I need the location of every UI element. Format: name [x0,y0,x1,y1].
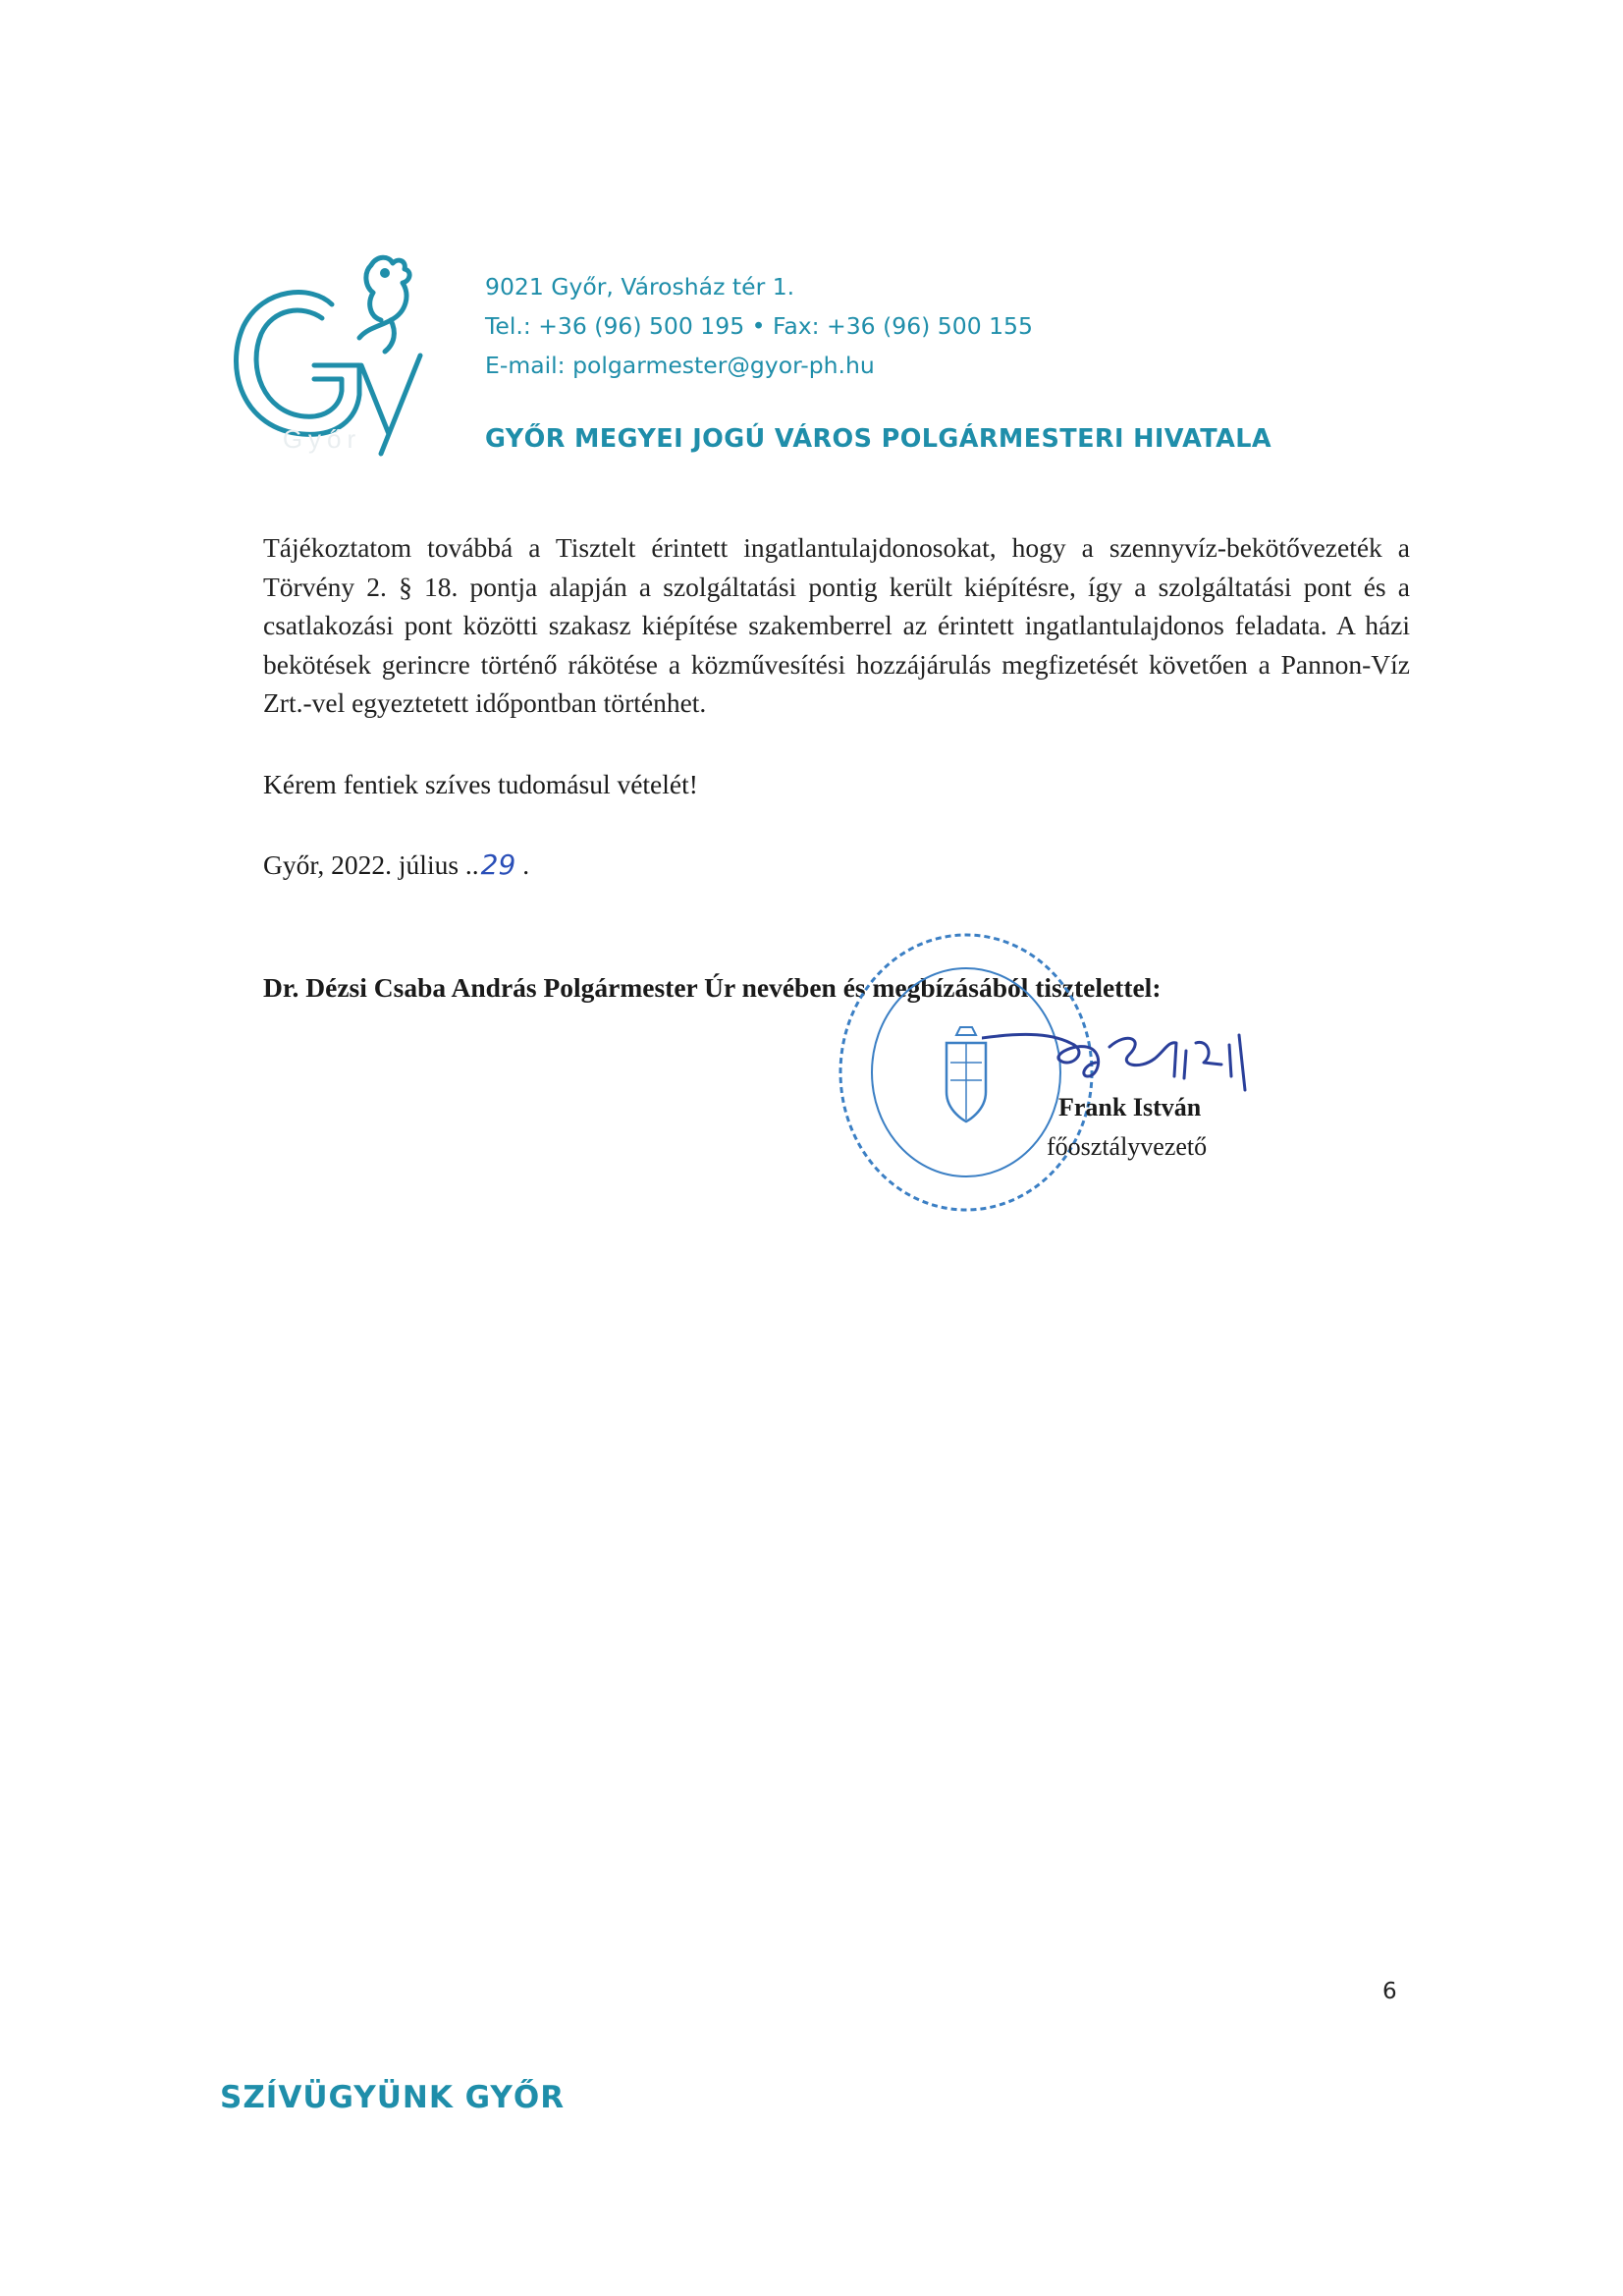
date-day-handwritten: 29 [480,848,516,881]
signer-name: Frank István [1058,1093,1202,1121]
handwritten-signature-icon [982,1021,1296,1100]
date-line [263,848,529,881]
date-prefix: Győr, 2022. július .. [263,849,479,880]
phone-fax-line: Tel.: +36 (96) 500 195 • Fax: +36 (96) 500 155 [485,312,1033,340]
footer-slogan: SZÍVÜGYÜNK GYŐR [220,2080,566,2115]
closing-line: Kérem fentiek szíves tudomásul vételét! [263,769,698,799]
page-number: 6 [1382,1979,1397,2004]
email-line: E-mail: polgarmester@gyor-ph.hu [485,352,875,379]
office-name: GYŐR MEGYEI JOGÚ VÁROS POLGÁRMESTERI HIVATALA [485,424,1272,454]
body-paragraph: Tájékoztatom továbbá a Tisztelt érintett ingatlantulajdonosokat, hogy a szennyvíz-bekötővezeték a Törvény 2. § 18. pontja alapján a szolgáltatási pontig került kiépítésre, így a szolgáltatási pont és a csatlakozási pont közötti szakasz kiépítése szakemberrel az érintett ingatlantulajdonos feladata. A házi bekötések gerincre történő rákötése a közművesítési hozzájárulás megfizetését követően a Pannon-Víz Zrt.-vel egyeztetett időpontban történhet. [263,532,1410,718]
signer-title: főosztályvezető [1047,1132,1208,1161]
signature-intro: Dr. Dézsi Csaba András Polgármester Úr nevében és megbízásából tisztelettel: [263,972,1162,1003]
logo-wordmark: Győr [282,424,362,454]
body-section [263,528,1410,723]
contact-block [485,267,1033,385]
date-suffix: . [515,849,530,880]
address-line: 9021 Győr, Városház tér 1. [485,273,795,301]
